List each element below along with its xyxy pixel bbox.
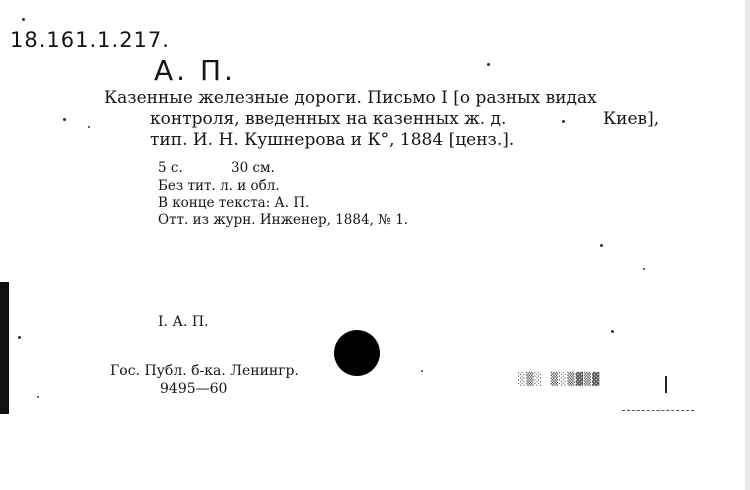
note-offprint: Отт. из журн. Инженер, 1884, № 1. bbox=[158, 212, 409, 228]
punch-hole bbox=[334, 330, 380, 376]
speck bbox=[22, 18, 25, 21]
dashed-line bbox=[622, 410, 694, 411]
title-line-2: контроля, введенных на казенных ж. д. bbox=[150, 109, 507, 129]
title-place: Киев], bbox=[603, 109, 660, 129]
title-line-3: тип. И. Н. Кушнерова и К°, 1884 [ценз.]. bbox=[150, 130, 515, 150]
page-size: 30 см. bbox=[231, 160, 275, 176]
card-edge-shadow bbox=[0, 282, 9, 414]
speck bbox=[63, 118, 66, 121]
title-line-1: Казенные железные дороги. Письмо I [о разных видах bbox=[104, 88, 597, 108]
speck bbox=[562, 120, 565, 123]
speck bbox=[421, 370, 423, 372]
author-mark: А. П. bbox=[154, 54, 236, 87]
pages-count: 5 с. bbox=[158, 160, 183, 176]
speck bbox=[600, 244, 603, 247]
library-name: Гос. Публ. б-ка. Ленингр. bbox=[110, 363, 299, 379]
speck bbox=[643, 268, 645, 270]
speck bbox=[487, 63, 490, 66]
call-number: 18.161.1.217. bbox=[10, 28, 170, 52]
note-end-text: В конце текста: А. П. bbox=[158, 195, 310, 211]
stamp-bar bbox=[665, 376, 667, 393]
inventory-number: 9495—60 bbox=[160, 381, 228, 397]
faded-stamp: ░▒░ ▒░▒▓▒▓ bbox=[518, 372, 601, 386]
entry-number: I. А. П. bbox=[158, 314, 209, 330]
card-edge-right bbox=[745, 0, 750, 490]
note-title-page: Без тит. л. и обл. bbox=[158, 178, 280, 194]
speck bbox=[88, 126, 90, 128]
speck bbox=[37, 396, 39, 398]
speck bbox=[611, 330, 614, 333]
speck bbox=[18, 336, 21, 339]
